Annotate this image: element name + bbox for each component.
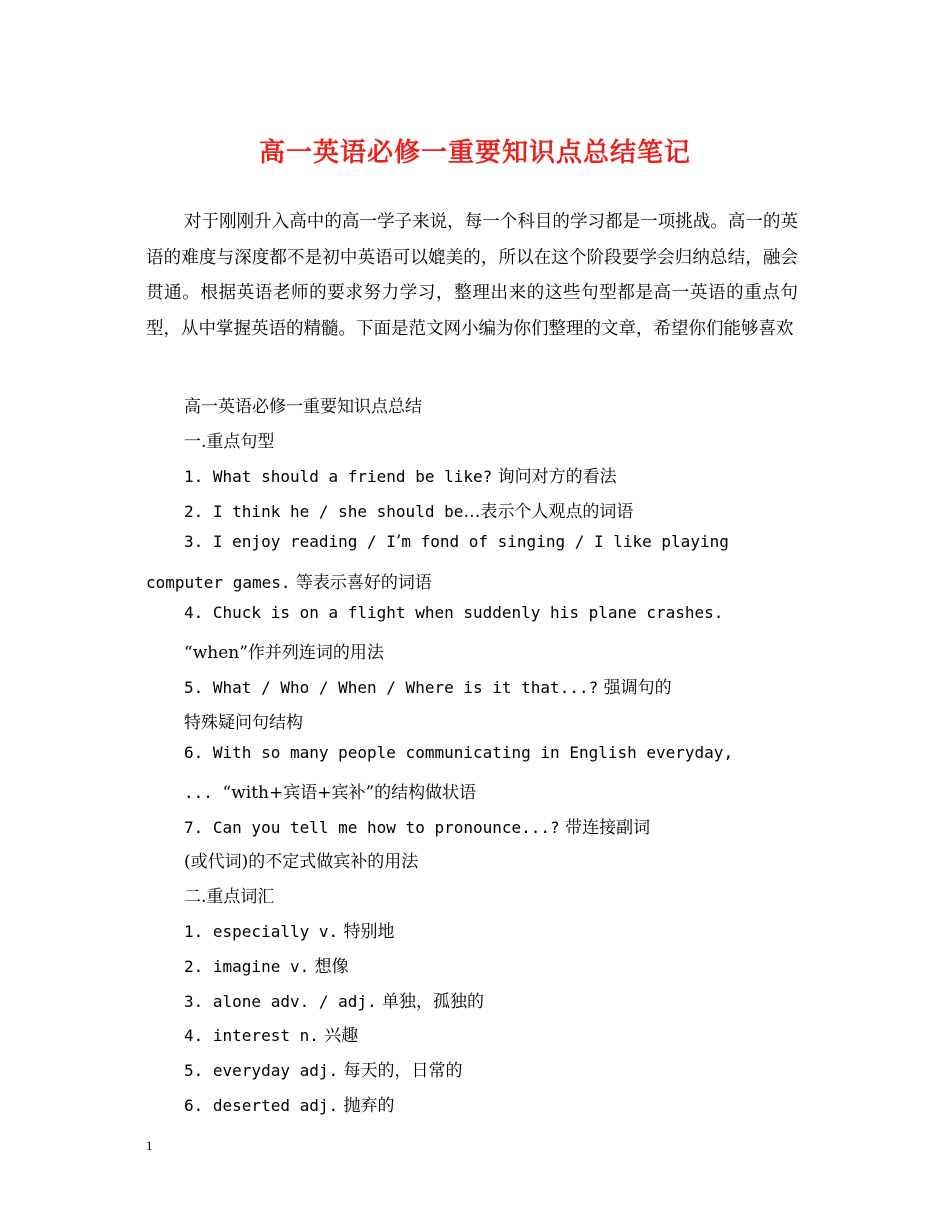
vocab-en: 2. imagine v.: [184, 957, 310, 976]
page-number: 1: [146, 1138, 153, 1153]
vocab-zh: 特别地: [338, 922, 395, 942]
sentence-item-3-cont: [146, 568, 432, 593]
vocab-zh: 兴趣: [318, 1026, 359, 1046]
sentence-en: “when”: [184, 643, 248, 663]
vocab-item-3: [184, 987, 484, 1012]
sentence-zh: ’: [395, 532, 402, 552]
sentence-zh: 作并列连词的用法: [247, 643, 384, 663]
sentence-zh: (或代词)的不定式做宾补的用法: [184, 852, 419, 872]
sentence-item-7: [184, 813, 650, 838]
sentence-item-5-cont: [184, 708, 303, 733]
sentence-en: 7. Can you tell me how to pronounce...?: [184, 818, 560, 837]
vocab-item-1: [184, 917, 395, 942]
document-title: 高一英语必修一重要知识点总结笔记: [258, 138, 691, 168]
section-heading: 高一英语必修一重要知识点总结: [184, 397, 422, 417]
sentence-item-3: [184, 532, 729, 552]
vocab-item-2: [184, 952, 349, 977]
sentence-item-2: [184, 497, 633, 522]
vocab-en: 3. alone adv. / adj.: [184, 992, 377, 1011]
vocab-item-4: [184, 1021, 358, 1046]
sentence-item-6-cont: [184, 778, 476, 803]
sentence-item-7-cont: [184, 847, 418, 872]
vocab-en: 6. deserted adj.: [184, 1096, 339, 1115]
sentence-item-6: [184, 743, 733, 763]
sentence-item-5: [184, 673, 672, 698]
sentence-en-cont: m fond of singing / I like playing: [401, 532, 729, 551]
sentence-en: 3. I enjoy reading / I: [184, 532, 396, 551]
sentence-item-4: [184, 603, 723, 623]
vocab-zh: 每天的，日常的: [338, 1061, 463, 1081]
sentence-zh: …表示个人观点的词语: [463, 502, 634, 522]
sentence-en: ...: [184, 783, 223, 802]
vocab-zh: 单独，孤独的: [376, 992, 485, 1012]
sentence-en: 4. Chuck is on a flight when suddenly his plane crashes.: [184, 603, 724, 622]
sentence-item-4-cont: [184, 638, 384, 663]
vocab-zh: 想像: [309, 957, 349, 977]
sentence-en: computer games.: [146, 573, 291, 592]
sentence-zh: “with+宾语+宾补”的结构做状语: [222, 783, 477, 803]
sentence-en: 1. What should a friend be like?: [184, 467, 493, 486]
part2-heading: 二.重点词汇: [184, 887, 275, 907]
sentence-zh: 带连接副词: [559, 818, 651, 838]
sentence-en: 2. I think he / she should be: [184, 502, 464, 521]
sentence-zh: 等表示喜好的词语: [290, 573, 432, 593]
sentence-item-1: [184, 462, 617, 487]
part1-heading: 一.重点句型: [184, 432, 275, 452]
sentence-en: 5. What / Who / When / Where is it that...?: [184, 678, 599, 697]
sentence-zh: 特殊疑问句结构: [184, 713, 303, 733]
intro-paragraph: 对于刚刚升入高中的高一学子来说，每一个科目的学习都是一项挑战。高一的英语的难度与深度都不是初中英语可以媲美的，所以在这个阶段要学会归纳总结，融会贯通。根据英语老师的要求努力学习，整理出来的这些句型都是高一英语的重点句型，从中掌握英语的精髓。下面是范文网小编为你们整理的文章，希望你们能够喜欢: [146, 212, 798, 339]
vocab-item-6: [184, 1091, 395, 1116]
vocab-en: 5. everyday adj.: [184, 1061, 339, 1080]
vocab-en: 1. especially v.: [184, 922, 339, 941]
sentence-zh: 询问对方的看法: [492, 467, 617, 487]
sentence-en: 6. With so many people communicating in English everyday,: [184, 743, 734, 762]
sentence-zh: 强调句的: [598, 678, 672, 698]
vocab-item-5: [184, 1056, 463, 1081]
vocab-en: 4. interest n.: [184, 1026, 319, 1045]
vocab-zh: 抛弃的: [338, 1096, 395, 1116]
